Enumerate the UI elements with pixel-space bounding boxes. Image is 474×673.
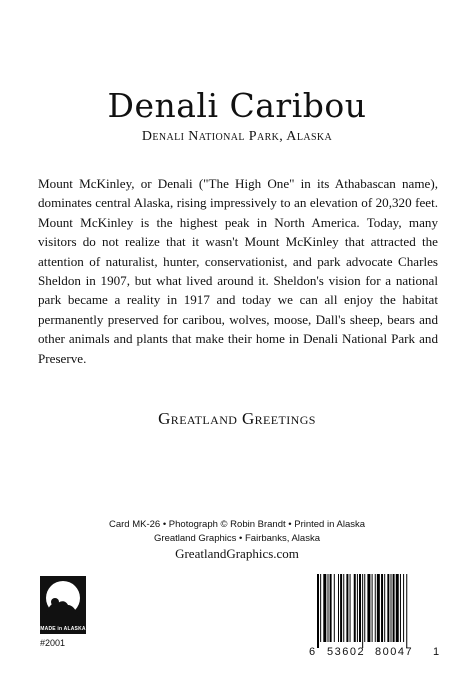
barcode (307, 574, 442, 662)
barcode-bar (354, 574, 356, 642)
barcode-bar (323, 574, 326, 642)
barcode-bar (350, 574, 351, 642)
barcode-bar (406, 574, 407, 648)
barcode-bar (359, 574, 361, 642)
barcode-bar (393, 574, 395, 642)
barcode-bar (334, 574, 335, 642)
item-number: #2001 (40, 638, 66, 648)
credits-line-2: Greatland Graphics • Fairbanks, Alaska (154, 533, 320, 544)
barcode-bar (400, 574, 401, 642)
barcode-bar (377, 574, 380, 642)
barcode-left-group: 53602 (327, 646, 366, 658)
barcode-bar (372, 574, 373, 642)
card-subtitle: Denali National Park, Alaska (141, 129, 333, 144)
barcode-bar (391, 574, 392, 642)
barcode-bar (375, 574, 376, 642)
credits (0, 518, 474, 546)
barcode-bar (340, 574, 342, 642)
barcode-bar (328, 574, 329, 642)
barcode-right-group: 80047 (375, 646, 414, 658)
card-title: Denali Caribou (107, 86, 367, 125)
logo-text: MADE in ALASKA (40, 626, 86, 632)
barcode-bar (384, 574, 385, 642)
barcode-bar (367, 574, 370, 642)
barcode-bar (357, 574, 358, 642)
card-description: Mount McKinley, or Denali ("The High One" in its Athabascan name), dominates central Alaska, rising impressively to an elevation of 20,320 feet. Mount McKinley is the highest peak in North America. Today, many visitors do not realize that it wasn't Mount McKinley that attracted the attention of naturalist, hunter, conservationist, and park advocate Charles Sheldon in 1907, but what lived around it. Sheldon's vision for a national park became a reality in 1917 and today we can all enjoy the habitat permanently preserved for caribou, wolves, moose, Dall's sheep, bears and other animals and plants that make their home in Denali National Park and Preserve. (38, 176, 438, 366)
made-in-alaska-logo (40, 576, 86, 634)
barcode-bar (320, 574, 321, 642)
credits-line-1: Card MK-26 • Photograph © Robin Brandt • Printed in Alaska (108, 519, 366, 530)
website-text: GreatlandGraphics.com (175, 546, 299, 561)
barcode-bars (307, 574, 442, 648)
barcode-bar (330, 574, 332, 642)
brand-name: Greatland Greetings (158, 409, 316, 428)
barcode-bar (362, 574, 363, 648)
barcode-bar (396, 574, 399, 642)
barcode-first-digit: 6 (309, 646, 316, 658)
barcode-last-digit: 1 (433, 646, 440, 658)
barcode-bar (364, 574, 365, 642)
barcode-digits (307, 646, 442, 660)
bear-icon (40, 576, 86, 626)
barcode-bar (338, 574, 339, 642)
barcode-bar (317, 574, 319, 648)
barcode-bar (403, 574, 404, 642)
barcode-bar (343, 574, 344, 642)
barcode-bar (346, 574, 348, 642)
barcode-bar (381, 574, 383, 642)
barcode-bar (387, 574, 389, 642)
